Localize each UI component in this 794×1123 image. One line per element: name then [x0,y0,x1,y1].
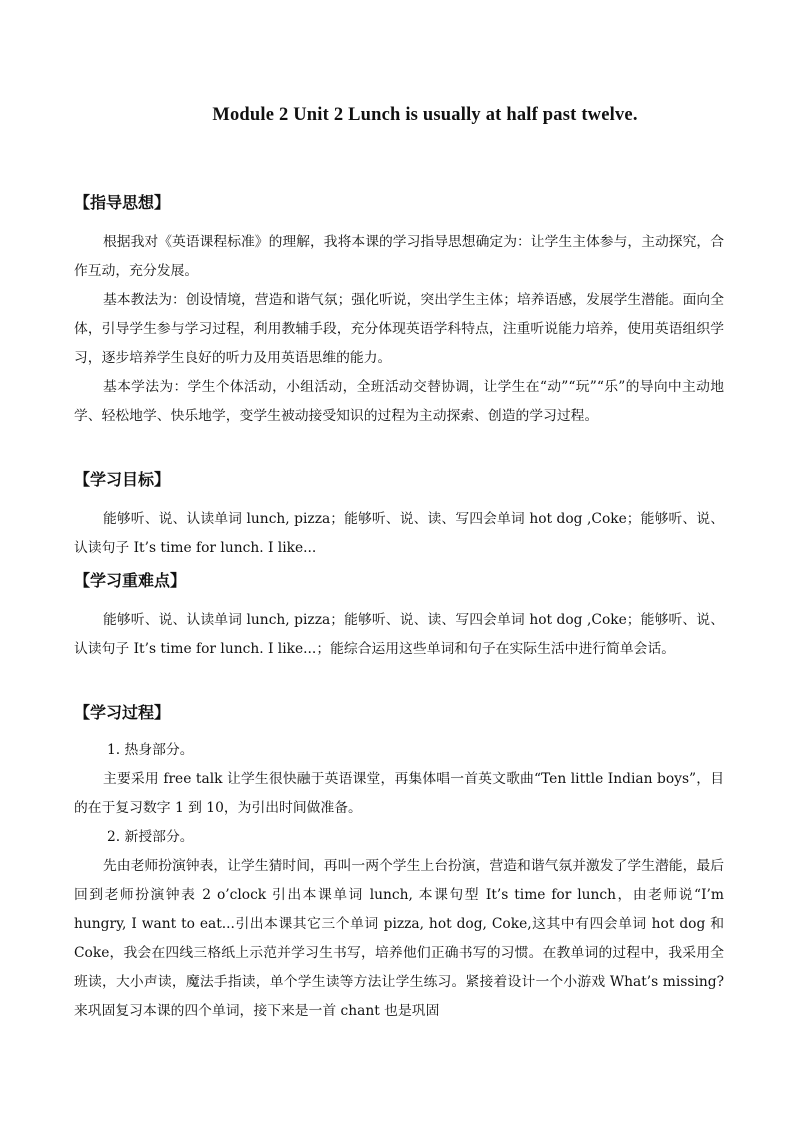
paragraph-process-step-1: 主要采用 free talk 让学生很快融于英语课堂，再集体唱一首英文歌曲“Ten little Indian boys”，目的在于复习数字 1 到 10，为引出时间做准备。 [74,771,724,816]
section-heading-key-points: 【学习重难点】 [74,571,187,590]
section-heading-guiding-thought: 【指导思想】 [74,193,171,212]
paragraph-process-step-2: 先由老师扮演钟表，让学生猜时间，再叫一两个学生上台扮演，营造和谐气氛并激发了学生潜能，最后回到老师扮演钟表 2 o’clock 引出本课单词 lunch, 本课句型 It’s time for lunch，由老师说“I’m hungry, I want to eat...引出本课其它三个单词 pizza, hot dog, Coke,这其中有四会单词 hot dog 和 Coke，我会在四线三格纸上示范并学习生书写，培养他们正确书写的习惯。在教单词的过程中，我采用全班读，大小声读，魔法手指读，单个学生读等方法让学生练习。紧接着设计一个小游戏 What’s missing? 来巩固复习本课的四个单词，接下来是一首 chant 也是巩固 [74,858,724,1019]
process-step-1-label: 1. 热身部分。 [107,742,194,758]
process-step-2-label: 2. 新授部分。 [107,829,194,845]
paragraph-guiding-thought-1: 根据我对《英语课程标准》的理解，我将本课的学习指导思想确定为：让学生主体参与，主动探究，合作互动，充分发展。 [74,234,724,279]
document-title: Module 2 Unit 2 Lunch is usually at half past twelve. [212,105,638,125]
section-heading-objectives: 【学习目标】 [74,470,171,489]
paragraph-key-points: 能够听、说、认读单词 lunch, pizza；能够听、说、读、写四会单词 hot dog ,Coke；能够听、说、认读句子 It’s time for lunch. I like...；能综合运用这些单词和句子在实际生活中进行简单会话。 [74,612,724,657]
paragraph-guiding-thought-2: 基本教法为：创设情境，营造和谐气氛；强化听说，突出学生主体；培养语感，发展学生潜能。面向全体，引导学生参与学习过程，利用教辅手段，充分体现英语学科特点，注重听说能力培养，使用英语组织学习，逐步培养学生良好的听力及用英语思维的能力。 [74,292,724,366]
section-heading-process: 【学习过程】 [74,703,171,722]
paragraph-guiding-thought-3: 基本学法为：学生个体活动，小组活动，全班活动交替协调，让学生在“动”“玩”“乐”的导向中主动地学、轻松地学、快乐地学，变学生被动接受知识的过程为主动探索、创造的学习过程。 [74,379,724,424]
paragraph-objectives: 能够听、说、认读单词 lunch, pizza；能够听、说、读、写四会单词 hot dog ,Coke；能够听、说、认读句子 It’s time for lunch. I like... [74,511,724,556]
